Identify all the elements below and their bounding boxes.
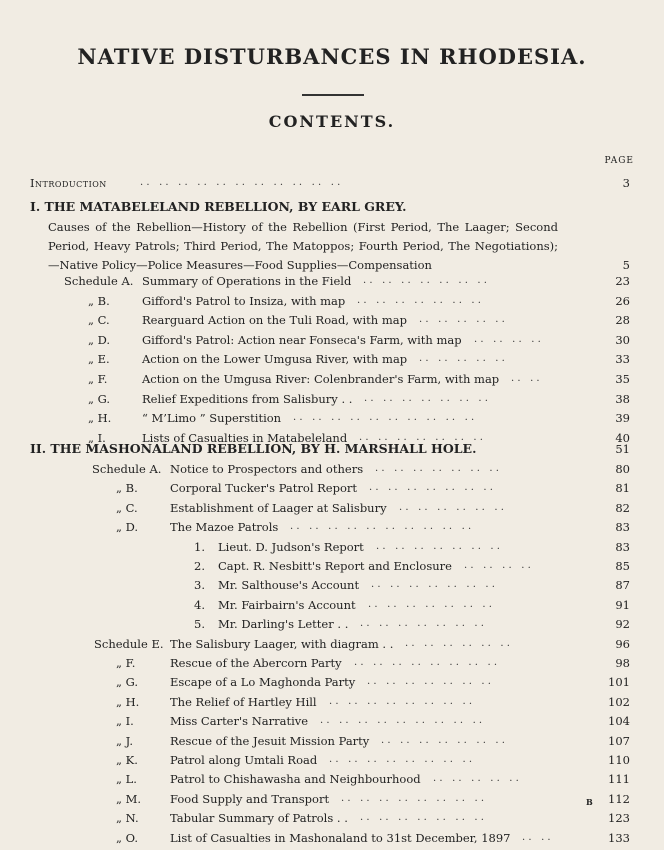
- entry-page: 35: [615, 372, 630, 386]
- entry-prefix: „ H.: [88, 411, 112, 426]
- entry-page: 28: [615, 313, 630, 328]
- entry-page: 92: [615, 617, 630, 632]
- toc-entry: [0, 712, 664, 730]
- entry-page: 83: [615, 520, 630, 535]
- leader-dots: . . . .: [511, 373, 550, 384]
- toc-entry: [0, 557, 664, 575]
- entry-prefix: „ O.: [116, 830, 139, 845]
- part1-heading: I. THE MATABELELAND REBELLION, BY EARL GREY.: [30, 199, 407, 214]
- introduction-label: Introduction: [30, 176, 107, 190]
- leader-dots: . . . . . . . . . . . . . .: [376, 540, 510, 552]
- part2-heading: II. THE MASHONALAND REBELLION, BY H. MARSHALL HOLE.: [30, 441, 477, 456]
- entry-prefix: „ J.: [116, 733, 133, 748]
- entry-prefix: „ K.: [116, 753, 138, 767]
- entry-label: Lieut. D. Judson's Report: [218, 539, 364, 554]
- leader-dots: . . . . . . . .: [464, 560, 541, 571]
- leader-dots: . . . . . . . . . . . . . . . . . . . .: [293, 412, 484, 424]
- leader-dots: . . . . . . . . . . . . . .: [357, 294, 491, 306]
- toc-entry: [0, 673, 664, 691]
- entry-prefix: 5.: [194, 617, 205, 632]
- toc-entry: [0, 460, 664, 478]
- toc-entry: [0, 770, 664, 788]
- leader-dots: . . . . . . . . . . . . . .: [381, 734, 515, 746]
- toc-entry: [0, 538, 664, 556]
- entry-label: The Mazoe Patrols: [170, 520, 279, 535]
- toc-entry: [0, 615, 664, 633]
- leader-dots: . . . . . . . . . . . . . . . .: [329, 754, 482, 765]
- leader-dots: . . . . . . . . . . . . . .: [360, 618, 494, 630]
- entry-page: 83: [615, 539, 630, 554]
- leader-dots: . . . . . . . . . .: [433, 773, 529, 785]
- leader-dots: . . . . . . . . . . . . . .: [363, 275, 497, 286]
- entry-prefix: 2.: [194, 559, 205, 573]
- entry-page: 133: [608, 830, 630, 845]
- entry-prefix: „ F.: [88, 372, 108, 386]
- toc-introduction: [0, 174, 664, 192]
- entry-label: Rearguard Action on the Tuli Road, with map: [142, 313, 407, 328]
- entry-prefix: „ I.: [88, 430, 106, 445]
- entry-label: Mr. Salthouse's Account: [218, 578, 360, 593]
- leader-dots: . . . . . . . . . . . . . .: [359, 431, 493, 443]
- toc-entry: [0, 732, 664, 750]
- entry-page: 107: [608, 733, 630, 748]
- introduction-page: 3: [622, 176, 630, 190]
- part2-heading-row: [0, 440, 664, 458]
- entry-prefix: „ E.: [88, 352, 110, 367]
- entry-page: 85: [615, 559, 630, 573]
- entry-page: 98: [615, 656, 630, 670]
- leader-dots: . . . . . . . . . . . . . .: [367, 676, 501, 688]
- entry-label: Rescue of the Jesuit Mission Party: [170, 733, 370, 748]
- entry-page: 102: [608, 694, 630, 709]
- entry-label: Establishment of Laager at Salisbury: [170, 500, 387, 515]
- entry-label: Gifford's Patrol to Insiza, with map: [142, 293, 346, 308]
- entry-label: The Relief of Hartley Hill: [170, 694, 317, 709]
- entry-label: Patrol to Chishawasha and Neighbourhood: [170, 772, 421, 787]
- entry-prefix: „ H.: [116, 694, 140, 709]
- entry-page: 82: [615, 500, 630, 515]
- signature-mark: B: [586, 797, 593, 807]
- entry-label: Escape of a Lo Maghonda Party: [170, 675, 356, 690]
- toc-entry: [0, 635, 664, 653]
- part1-summary-text: Causes of the Rebellion—History of the Rebellion (First Period, The Laager; Second Period, Heavy Patrols; Third Period, The Matoppos; Fourth Period, The Negotiations);—Native Policy—Police Measures—Food Supplies—Compensation: [48, 220, 558, 272]
- leader-dots: . . . . . . . . . . . . . .: [364, 392, 498, 404]
- leader-dots: . . . . . . . . . . . . . . . . . .: [320, 715, 492, 727]
- toc-entry: [0, 829, 664, 847]
- entry-prefix: 3.: [194, 578, 205, 593]
- leader-dots: . . . . . . . . . . . . . .: [368, 598, 502, 610]
- entry-prefix: „ M.: [116, 791, 142, 806]
- entry-prefix: „ G.: [116, 675, 139, 690]
- title-rule: [302, 94, 364, 96]
- entry-page: 101: [608, 675, 630, 690]
- toc-entry: [0, 790, 664, 808]
- toc-entry: [0, 272, 664, 290]
- toc-entry: [0, 370, 664, 388]
- entry-page: 80: [615, 462, 630, 476]
- page-title: NATIVE DISTURBANCES IN RHODESIA.: [77, 44, 587, 69]
- entry-label: Capt. R. Nesbitt's Report and Enclosure: [218, 559, 452, 573]
- entry-page: 26: [615, 293, 630, 308]
- entry-prefix: Schedule A.: [92, 462, 162, 476]
- entry-prefix: „ N.: [116, 811, 139, 826]
- toc-entry: [0, 311, 664, 329]
- leader-dots: . . . . . . . .: [474, 333, 551, 345]
- entry-page: 39: [615, 411, 630, 426]
- leader-dots: . . . . . . . . . . . .: [405, 637, 520, 649]
- entry-label: Food Supply and Transport: [170, 791, 330, 806]
- part2-heading-page: 51: [615, 442, 630, 456]
- leader-dots: . . . . . . . . . . . .: [399, 501, 514, 513]
- entry-label: Lists of Casualties in Matabeleland: [142, 430, 348, 445]
- entry-label: Corporal Tucker's Patrol Report: [170, 481, 358, 496]
- entry-label: Mr. Darling's Letter . .: [218, 617, 349, 632]
- entry-label: The Salisbury Laager, with diagram . .: [170, 636, 394, 651]
- contents-heading: CONTENTS.: [268, 112, 396, 131]
- entry-prefix: „ B.: [88, 293, 110, 308]
- leader-dots: . . . . . . . . . . . . . .: [371, 579, 505, 591]
- entry-page: 112: [608, 791, 630, 806]
- entry-label: Action on the Lower Umgusa River, with map: [142, 352, 408, 367]
- leader-dots: . . . . . . . . . . . . . . . . . . . . . .: [140, 177, 341, 188]
- entry-page: 104: [608, 714, 630, 729]
- entry-prefix: 1.: [194, 539, 205, 554]
- toc-entry: [0, 350, 664, 368]
- entry-label: Rescue of the Abercorn Party: [170, 656, 342, 670]
- entry-prefix: 4.: [194, 597, 205, 612]
- entry-label: Tabular Summary of Patrols . .: [170, 811, 348, 826]
- leader-dots: . . . .: [522, 831, 561, 843]
- toc-entry: [0, 693, 664, 711]
- toc-entry: [0, 499, 664, 517]
- leader-dots: . . . . . . . . . . . . . . . . . . . .: [290, 521, 481, 533]
- entry-label: Relief Expeditions from Salisbury . .: [142, 391, 353, 406]
- entry-page: 111: [608, 772, 630, 787]
- entry-page: 110: [608, 753, 630, 767]
- entry-page: 123: [608, 811, 630, 826]
- leader-dots: . . . . . . . . . .: [419, 353, 515, 365]
- entry-label: Miss Carter's Narrative: [170, 714, 309, 729]
- toc-entry: [0, 518, 664, 536]
- toc-entry: [0, 809, 664, 827]
- entry-page: 81: [615, 481, 630, 496]
- entry-prefix: „ B.: [116, 481, 138, 496]
- toc-entry: [0, 576, 664, 594]
- entry-label: Action on the Umgusa River: Colenbrander's Farm, with map: [142, 372, 500, 386]
- part1-summary-page: 5: [622, 258, 630, 272]
- entry-page: 38: [615, 391, 630, 406]
- toc-entry: [0, 409, 664, 427]
- entry-page: 40: [615, 430, 630, 445]
- entry-prefix: „ C.: [88, 313, 110, 328]
- entry-page: 87: [615, 578, 630, 593]
- entry-prefix: Schedule A.: [64, 274, 134, 288]
- leader-dots: . . . . . . . . . . . . . .: [360, 812, 494, 824]
- entry-label: “ M’Limo ” Superstition: [142, 411, 282, 426]
- entry-label: Patrol along Umtali Road: [170, 753, 318, 767]
- entry-label: Summary of Operations in the Field: [142, 274, 352, 288]
- entry-page: 23: [615, 274, 630, 288]
- entry-page: 91: [615, 597, 630, 612]
- entry-page: 30: [615, 332, 630, 347]
- leader-dots: . . . . . . . . . . . . . . . .: [354, 657, 507, 668]
- leader-dots: . . . . . . . . . . . . . . . .: [329, 695, 482, 707]
- entry-label: Notice to Prospectors and others: [170, 462, 364, 476]
- entry-prefix: „ F.: [116, 656, 136, 670]
- entry-prefix: „ C.: [116, 500, 138, 515]
- toc-entry: [0, 292, 664, 310]
- leader-dots: . . . . . . . . . . . . . .: [369, 482, 503, 494]
- entry-prefix: „ L.: [116, 772, 137, 787]
- entry-prefix: „ G.: [88, 391, 111, 406]
- leader-dots: . . . . . . . . . .: [419, 314, 515, 326]
- leader-dots: . . . . . . . . . . . . . . . .: [341, 792, 494, 804]
- toc-entry: [0, 654, 664, 672]
- entry-prefix: „ I.: [116, 714, 134, 729]
- entry-prefix: „ D.: [88, 332, 111, 347]
- page-column-label: PAGE: [604, 156, 634, 166]
- entry-label: Mr. Fairbairn's Account: [218, 597, 356, 612]
- leader-dots: . . . . . . . . . . . . . .: [375, 463, 509, 474]
- entry-prefix: „ D.: [116, 520, 139, 535]
- entry-page: 33: [615, 352, 630, 367]
- toc-entry: [0, 751, 664, 769]
- toc-entry: [0, 479, 664, 497]
- entry-prefix: Schedule E.: [94, 636, 164, 651]
- entry-label: List of Casualties in Mashonaland to 31st December, 1897: [170, 830, 511, 845]
- part1-heading-row: [0, 198, 664, 216]
- toc-entry: [0, 596, 664, 614]
- toc-entry: [0, 390, 664, 408]
- entry-page: 96: [615, 636, 630, 651]
- toc-entry: [0, 331, 664, 349]
- entry-label: Gifford's Patrol: Action near Fonseca's Farm, with map: [142, 332, 462, 347]
